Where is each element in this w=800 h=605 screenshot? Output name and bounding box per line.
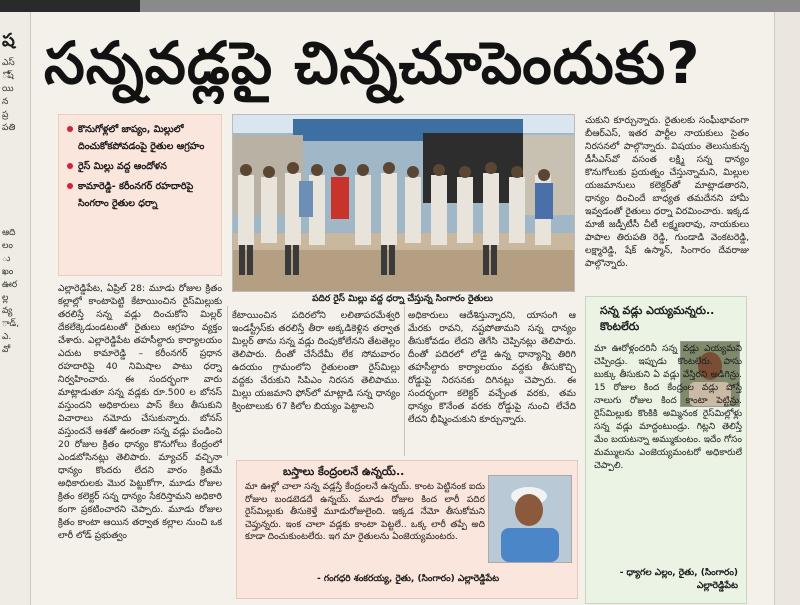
quote-box-2-signature: - ధ్యాగల ఎల్లం, రైతు, (సింగారం) ఎల్లారెడ్డిపేట [619,568,738,591]
quote-box-signature: - గంగధరి శంకరయ్య, రైతు, (సింగారం) ఎల్లారెడ్డిపేట [317,574,500,584]
left-column-strip [0,12,31,605]
article-column-3: అధికారులు ఆదేశిస్తున్నారని, యాసంగి ఆ మేరకు రావని, నష్టపోతామని సన్న ధాన్యం తీసుకోవడం లేదని తెగేసి చెప్పినట్లు తెలిపారు. దీంతో పదిరలో లోడై ఉన్న ధాన్యాన్ని తిరిగి తహసీల్దారు కార్యాలయం వద్దకు తీసుకొచ్చి రోడ్డుపై నిరసనకు దిగినట్లు చెప్పారు. ఈ సందర్భంగా కలెక్టర్ వచ్చేంత వరకు, తమ ధాన్యం కొనేంత వరకు రోడ్డుపై నుంచి లేచేది లేదని భీష్మించుకుని కూర్చున్నారు. [408,310,576,425]
column-divider [227,306,228,456]
highlight-item: కొనుగోళ్లలో జాప్యం, మిల్లులో దించుకోకపోవడంపై రైతుల ఆగ్రహం [67,121,217,155]
quote-box-body: మా ఊళ్లో చాలా సన్న వడ్లస్తే కేంద్రంలనే ఉన్నయ్. కాంట పెట్టినంక ఐదు రోజుల బండబెడదే ఉన్నయ్. మూడు రోజుల కింద లారీ పదిర రైస్‌మిల్లుకు తీసుకెళ్తే మూడురోజులైంది. ఇక్కడ నేమో తీసుకోమని చెప్తున్నరు. ఇంక చాలా వడ్లకు కాంటా పెట్టలే.. ఒక్క లారీ తప్పే అది కూడా దించుకుంటలేరు. ఇగ మా రైతులను ఏంజెయ్యమంటరు. [245,482,485,542]
left-strip-text-lower: ఆది లం ు ఖం ఊర ల్ల వ్య ాడ్, ఎ. వో [2,228,20,355]
left-strip-heading: ష [2,30,15,51]
top-bar [0,0,800,12]
quote-box-title: బస్తాలు కేంద్రంలనే ఉన్నయ్.. [283,465,405,478]
farmer-photo-image [489,476,571,562]
article-column-4: చుకుని కూర్చున్నారు. రైతులకు సంఘీభావంగా బీఆర్‌ఎస్, ఇతర పార్టీల నాయకులు సైతం నిరసనలో పాల్గొన్నారు. విషయం తెలుసుకున్న డీసీఎస్‌వో వసంత లక్ష్మి సన్న ధాన్యం కొనుగోలుకు ప్రయత్నం చేస్తున్నామని, మిల్లుల యజమానులు కలెక్టర్‌తో మాట్లాడతారని, ధాన్యం దించిందే బాధ్యత తమదేనని హామీ ఇవ్వడంతో రైతులు ధర్నా విరమించారు. ఇక్కడ మాజీ జడ్పీటీసీ చీటీ లక్ష్మణరావు, నాయకులు పాపాల తిరుపతి రెడ్డి, గుండాడి వెంకటరెడ్డి, లక్ష్మారెడ్డి, షేక్ ఉస్మాన్, సింగారం దేవరాజు పాల్గొన్నారు. [585,115,749,269]
quote-box-2-body: మా ఊరోళ్లందరినీ సన్న వడ్లు ఎయ్యమని చెప్పిండ్రు. ఇప్పుడు కొంటలేరు. పాసు బుక్కు తీసుకుని ఏ వడ్లు వేస్తిరని అడిగిన్రు. 15 రోజుల కింద కేంద్రంల వడ్లు పోస్తే నాలుగు రోజుల కింద కాంటా పెట్టిన్రు. రైస్‌మిల్లుకు కొంకికి అమ్మినంక రైస్‌మిల్లోళ్లు సన్న వడ్లు మాద్దంటుండ్రు. గిట్లని తెలిస్తే మేం బయటన్నా అమ్ముకుంటం. ఇదేం గోసం మమ్ములను ఎంజెయ్యమంటరో అధికారులే చెప్పాలి. [594,344,742,471]
right-column-strip [774,12,800,605]
farmer-photo [488,475,572,563]
column-divider [404,306,405,456]
highlight-item: కామారెడ్డి- కరీంనగర్ రహదారిపై సింగరాం రైతుల ధర్నా [67,178,217,212]
highlight-item: రైస్ మిల్లు వద్ద ఆందోళన [67,158,217,175]
top-bar-tab [0,0,140,12]
highlights-box [58,114,222,276]
left-strip-text: ఎస్ ోష్ యి న ప్ర పతి [2,58,16,133]
photo-caption: పదిర రైస్ మిల్లు వద్ద ధర్నా చేస్తున్న సింగారం రైతులు [312,294,493,304]
protest-photo-image [233,115,574,291]
protest-photo [232,114,575,292]
top-bar-strip [140,0,800,12]
article-column-2: కేటాయించిన పదిరలోని లలితాపరమేశ్వరి ఇండస్ట్రీస్‌కు తరలిస్తే తీరా అక్కడికెళ్లిన తర్వాత మిల్లర్ తాను సన్న వడ్లు దింపుకోలేనని తేటతెల్లం తెలిపారు. దీంతో చేసేదేమీ లేక సోమవారం ఉదయం గ్రామంలోని రైతులంతా రైస్‌మిల్లు వద్దకు చేరుకుని సిపిఎం నిరసన తెలిపాము. మిల్లు యజమాని ఫోన్‌లో మాట్లాడి సన్న ధాన్యం క్వింటాలుకు 67 కిలోల బియ్యం పెట్టాలని [232,310,400,412]
article-column-1: ఎల్లారెడ్డిపేట, ఏప్రిల్ 28: మూడు రోజుల క్రితం కల్లాల్లో కాంటాపెట్టి కేటాయించిన రైస్‌మిల్లుకు తరలిస్తే సన్న వడ్లు దించుకోని మిల్లర్ దేకలేక్కెడుండటంతో రైతులు ఆగ్రహం వ్యక్తం చేశారు. ఎల్లారెడ్డిపేట తహసీల్దారు కార్యాలయం ఎదుట కామారెడ్డి – కరీంనగర్ ప్రధాన రహదారిపై 40 నిమిషాల పాటు ధర్నా నిర్వహించారు. ఈ సందర్భంగా వారు మాట్లాడుతూ సన్న వడ్లకు రూ.500 ల బోనస్ వస్తుందని అధికారులు పాస్ కేలు తీసుకుని విచారాలు నమోదు చేసుకున్నారు. బోనస్ వస్తుందనే ఆశతో ఊరంతా సన్న వడ్లు పండించి 20 రోజుల క్రితం ధాన్యం కొనుగోలు కేంద్రంలో ఎండబోసినట్లు తెలిపారు. మ్యాచర్ వచ్చినా ధాన్యం కొందరు లేదని వారం క్రితమే అధికారులకు మొర పెట్టుకోగా, మూడు రోజుల క్రితం కలెక్టర్ సన్న ధాన్యం సేకరిస్తామని అధికారి కంగా ప్రకటించారని చెప్పారు. మూడు రోజుల క్రితం కాంటా ఆయిన తర్వాత కల్లాల నుంచి ఒక లారీ లోడ్ ప్రభుత్వం [58,283,222,541]
farmer-quote-box-2 [585,296,747,604]
farmer-quote-box [236,460,578,599]
page-headline: సన్నవడ్లపై చిన్నచూపెందుకు? [44,29,701,97]
quote-box-2-title: సన్న వడ్లు ఎయ్యమన్నరు.. కొంటలేరు [600,304,715,333]
